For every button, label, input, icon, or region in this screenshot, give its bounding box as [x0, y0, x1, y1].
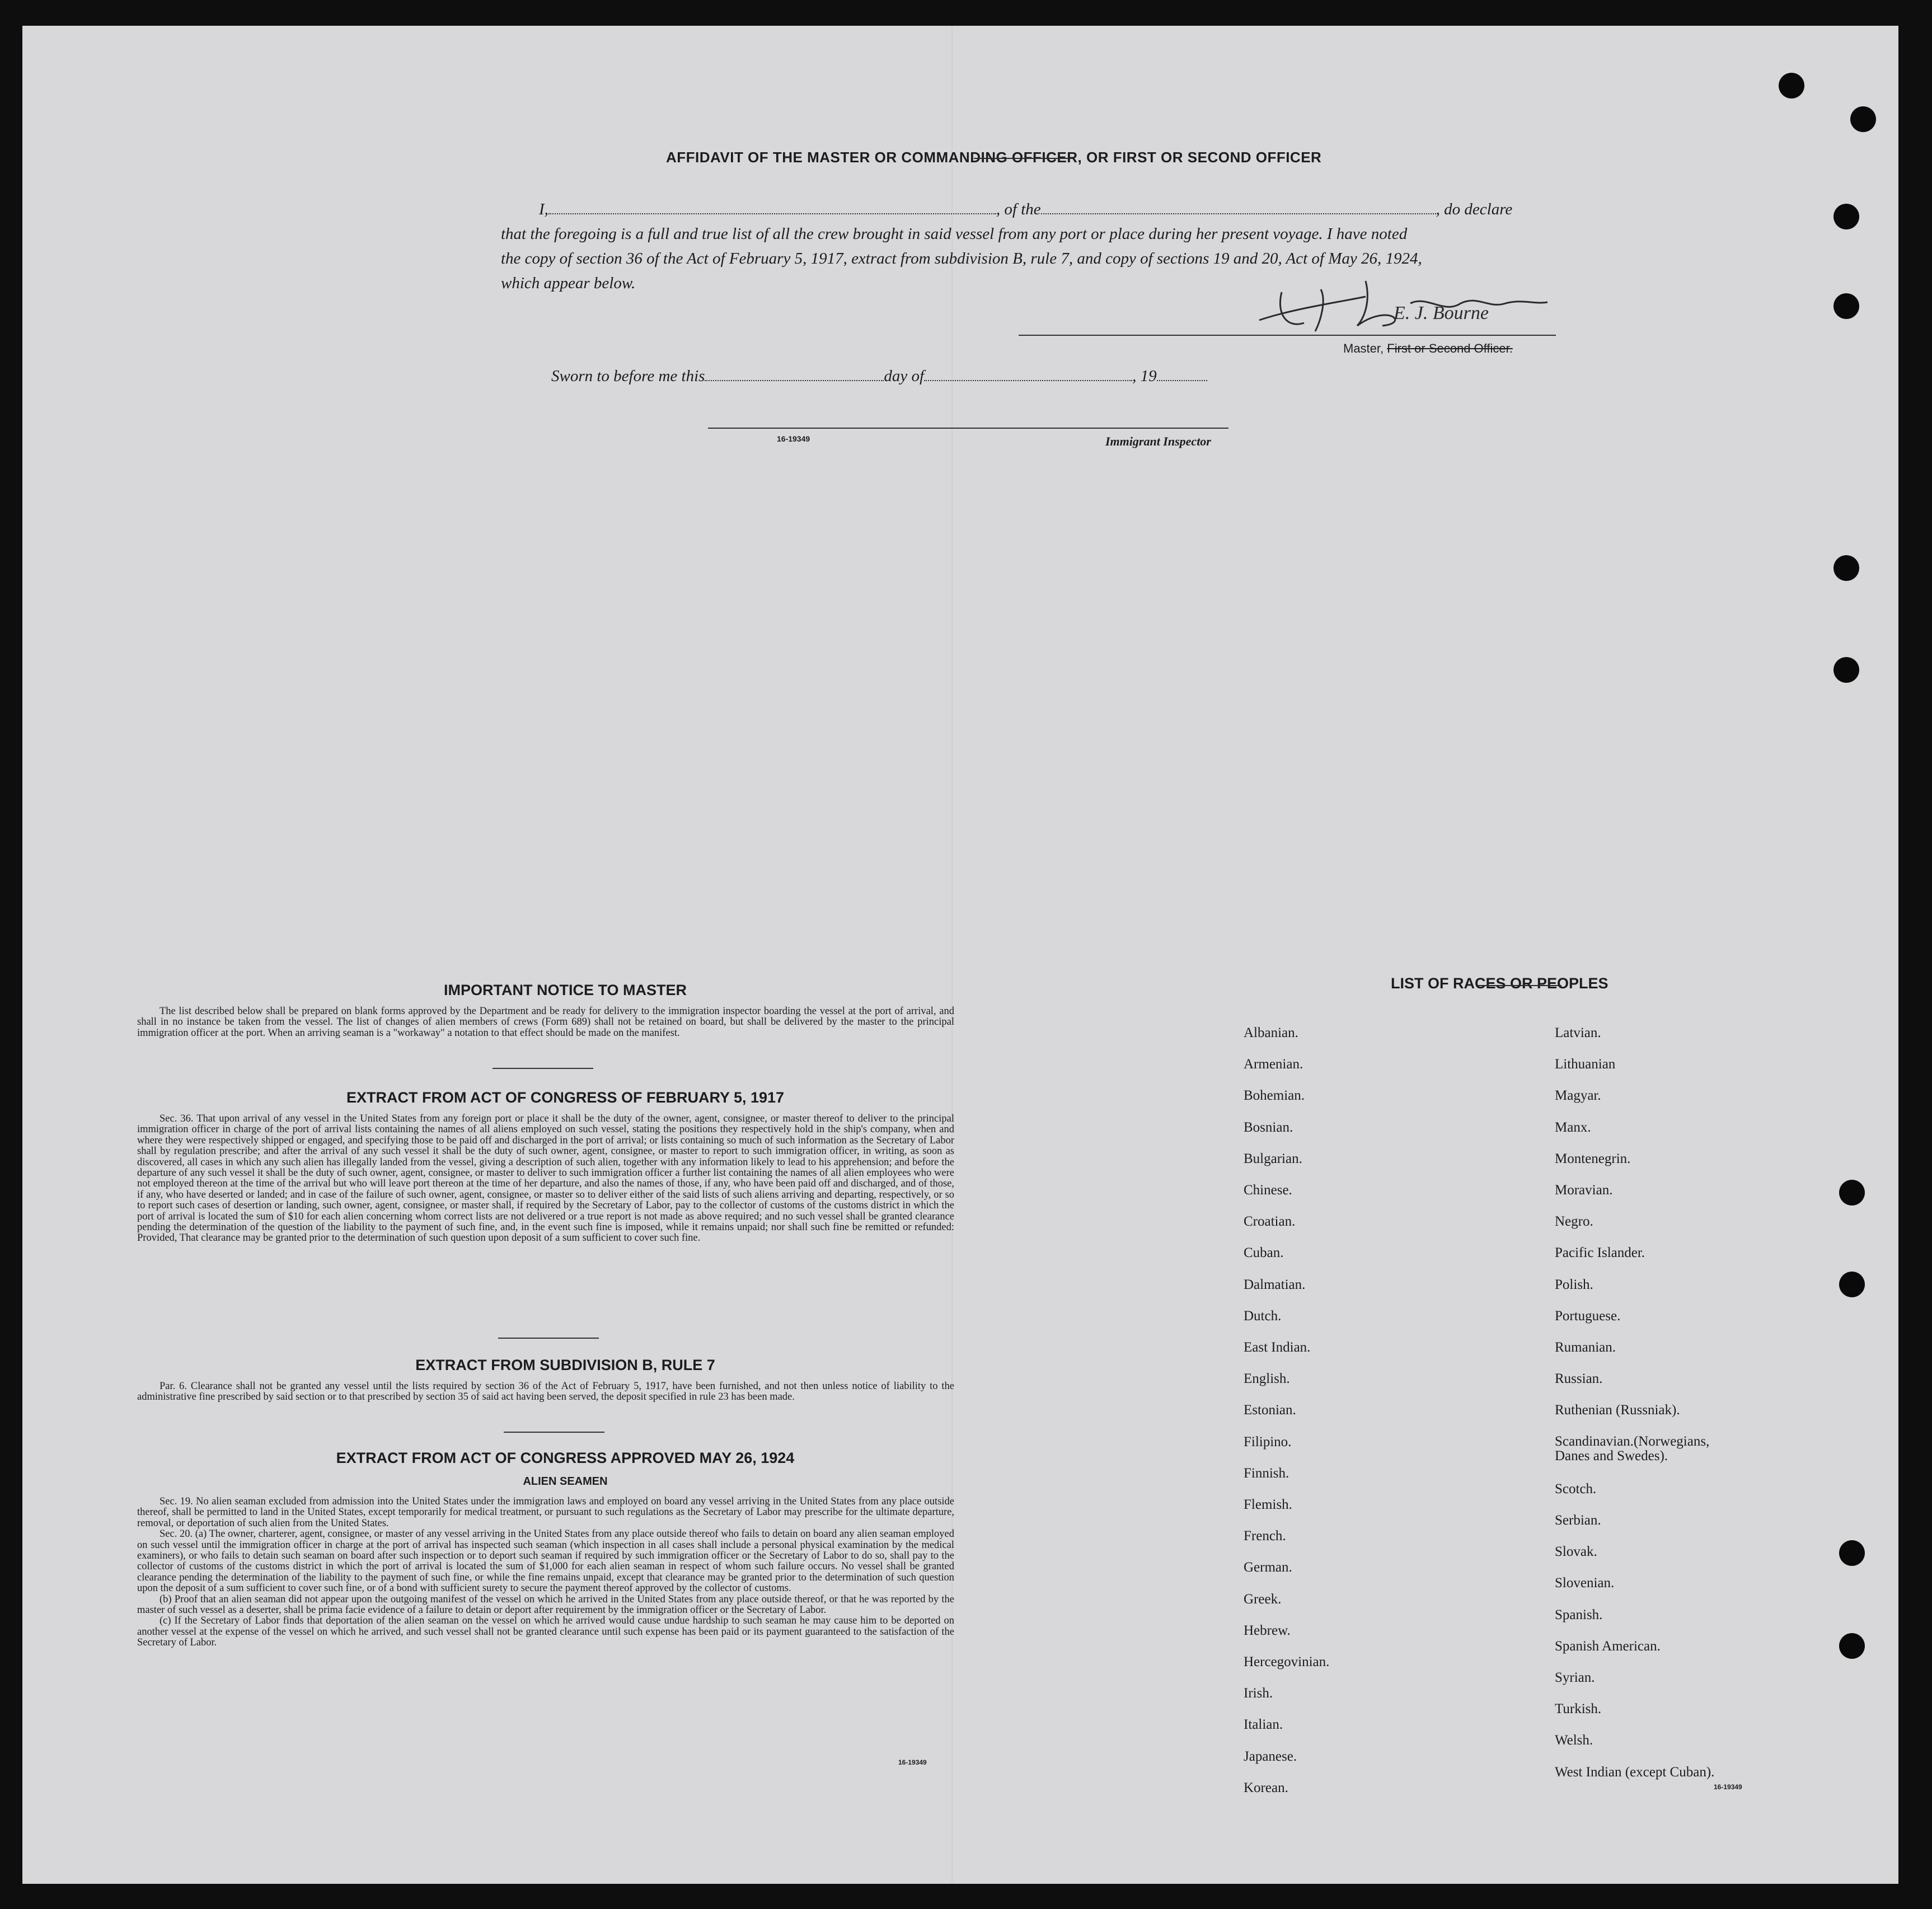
race-right-item: Polish.: [1555, 1277, 1593, 1292]
notice-text: The list described below shall be prepared on blank forms approved by the Department and be ready for delivery to the immigration inspector boarding the vessel at the port of arrival, and shall in no instance be taken from the vessel. The list of changes of alien members of crews (Form 689) shall not be retained on board, but shall be delivered by the master to the principal immigration officer at the port. When an arriving seaman is a "workaway" a notation to that effect should be made on the manifest.: [137, 1006, 954, 1039]
separator-2: [498, 1338, 599, 1339]
punch-hole: [1839, 1540, 1865, 1566]
race-right-item: Serbian.: [1555, 1513, 1601, 1528]
race-left-item: Armenian.: [1244, 1057, 1303, 1072]
punch-hole: [1833, 657, 1859, 683]
punch-hole: [1833, 204, 1859, 229]
sworn-line: [551, 367, 1207, 386]
signature-text: E. J. Bourne: [1394, 303, 1489, 323]
race-right-item: Lithuanian: [1555, 1057, 1616, 1072]
race-left-item: Estonian.: [1244, 1403, 1296, 1418]
race-left-item: French.: [1244, 1528, 1286, 1544]
extract-1924-text: [137, 1497, 954, 1649]
declare-label: , do declare: [1436, 200, 1513, 218]
i-label: I,: [539, 200, 548, 218]
notice-title: IMPORTANT NOTICE TO MASTER: [444, 982, 687, 998]
race-left-item: East Indian.: [1244, 1340, 1311, 1355]
race-right-item: Manx.: [1555, 1119, 1591, 1135]
races-title: LIST OF RACES OR PEOPLES: [1391, 975, 1609, 992]
race-left-item: German.: [1244, 1560, 1292, 1575]
race-right-item: Welsh.: [1555, 1733, 1593, 1748]
punch-hole: [1833, 293, 1859, 319]
race-left-item: Flemish.: [1244, 1497, 1292, 1512]
sec-20a-text: Sec. 20. (a) The owner, charterer, agent, consignee, or master of any vessel arriving in the United States from any place outside thereof who fails to detain on board any alien seaman employed on such vessel until the immigration officer in charge at the port of arrival has inspected such seaman (which inspection in all cases shall include a personal physical examination by the medical examiners), or who fails to detain such seaman on board after such inspection or to deport such seaman if required by such immigration officer or the Secretary of Labor to do so, shall pay to the collector of customs of the customs district in which the port of arrival is located the sum of $1,000 for each alien seaman in respect of whom such failure occurs. No vessel shall be granted clearance pending the determination of the liability to the payment of such fine, or while the fine remains unpaid, except that clearance may be granted prior to the determination of such question upon the deposit of a sum sufficient to cover such fine, or of a bond with sufficient surety to secure the payment thereof approved by the collector of customs.: [137, 1528, 954, 1594]
race-right-item: Moravian.: [1555, 1183, 1613, 1198]
inspector-label: Immigrant Inspector: [1105, 434, 1211, 448]
of-the-label: , of the: [996, 200, 1041, 218]
punch-hole: [1850, 106, 1876, 132]
race-left-item: Irish.: [1244, 1686, 1273, 1701]
race-left-item: Korean.: [1244, 1780, 1288, 1795]
sworn-label: Sworn to before me this: [551, 367, 705, 385]
race-left-item: Albanian.: [1244, 1025, 1298, 1040]
races-form-code: 16-19349: [1714, 1783, 1742, 1791]
race-left-item: Finnish.: [1244, 1465, 1289, 1481]
sec-20c-text: (c) If the Secretary of Labor finds that deportation of the alien seaman on the vessel on which he arrived would cause undue hardship to such seaman he may cause him to be deported on another vessel at the expense of the vessel on which he arrived, and such vessel shall not be granted clearance until such expense has been paid or its payment guaranteed to the satisfaction of the Secretary of Labor.: [137, 1615, 954, 1649]
extract-rule7-title: EXTRACT FROM SUBDIVISION B, RULE 7: [415, 1357, 715, 1373]
document-page: [22, 26, 1898, 1884]
race-right-item: Negro.: [1555, 1214, 1593, 1230]
race-left-item: Dutch.: [1244, 1308, 1282, 1324]
race-left-item: Bohemian.: [1244, 1088, 1305, 1104]
race-left-item: Chinese.: [1244, 1183, 1292, 1198]
extract-form-code: 16-19349: [898, 1758, 927, 1766]
race-right-item: Pacific Islander.: [1555, 1245, 1645, 1261]
race-right-item: Magyar.: [1555, 1088, 1601, 1104]
extract-1924-title: EXTRACT FROM ACT OF CONGRESS APPROVED MAY 26, 1924: [336, 1450, 795, 1466]
race-right-item: Slovenian.: [1555, 1575, 1615, 1591]
year-label: , 19: [1132, 367, 1157, 385]
race-left-item: English.: [1244, 1371, 1290, 1387]
punch-hole: [1839, 1272, 1865, 1297]
sworn-day-blank[interactable]: [705, 369, 884, 381]
punch-hole: [1833, 555, 1859, 581]
race-right-item: Spanish American.: [1555, 1638, 1661, 1654]
sec-20b-text: (b) Proof that an alien seaman did not appear upon the outgoing manifest of the vessel on which he arrived in the United States from any place outside thereof, or that he was reported by the master of such vessel as a deserter, shall be prima facie evidence of a failure to detain or deport after requirement by the immigration officer or the Secretary of Labor.: [137, 1593, 954, 1616]
name-blank[interactable]: [548, 202, 996, 214]
affidavit-form-code: 16-19349: [777, 434, 810, 443]
separator-1: [493, 1068, 593, 1069]
races-underline: [1478, 985, 1561, 986]
sworn-month-blank[interactable]: [924, 369, 1132, 381]
race-left-item: Bosnian.: [1244, 1119, 1293, 1135]
vessel-blank[interactable]: [1041, 202, 1436, 214]
sworn-year-blank[interactable]: [1157, 369, 1207, 381]
punch-hole: [1839, 1180, 1865, 1206]
inspector-line: [708, 428, 1228, 429]
race-left-item: Hercegovinian.: [1244, 1654, 1330, 1669]
day-of-label: day of: [884, 367, 925, 385]
race-right-item: Rumanian.: [1555, 1340, 1616, 1355]
race-right-item: Montenegrin.: [1555, 1151, 1631, 1166]
struck-officer-label: First or Second Officer.: [1387, 341, 1513, 355]
race-right-item: Portuguese.: [1555, 1308, 1621, 1324]
race-left-item: Italian.: [1244, 1717, 1283, 1733]
affidavit-line-2: that the foregoing is a full and true list of all the crew brought in said vessel from any port or place during her present voyage. I have noted: [501, 225, 1408, 243]
extract-1917-text: Sec. 36. That upon arrival of any vessel in the United States from any foreign port or place it shall be the duty of the owner, agent, consignee, or master thereof to deliver to the principal immigration officer in charge of the port of arrival lists containing the names of all aliens employed on such vessel, stating the positions they respectively hold in the ship's company, when and where they were respectively shipped or engaged, and specifying those to be paid off and discharged in the port of arrival; or lists containing so much of such information as the Secretary of Labor shall by regulation prescribe; and after the arrival of any such vessel it shall be the duty of such owner, agent, consignee, or master to report to such immigration officer, in writing, as soon as discovered, all cases in which any such alien has illegally landed from the vessel, giving a description of such alien, together with any information likely to lead to his apprehension; and before the departure of any such vessel it shall be the duty of such owner, agent, consignee, or master to deliver to such immigration officer a further list containing the names of all alien employees who were not employed thereon at the time of the arrival but who will leave port thereon at the time of her departure, and also the names of those, if any, who have been paid off and discharged, and of those, if any, who have deserted or landed; and in case of the failure of such owner, agent, consignee, or master so to deliver either of the said lists of such aliens arriving and departing, respectively, or so to report such cases of desertion or landing, such owner, agent, consignee, or master shall, if required by the Secretary of Labor, pay to the collector of customs of the customs district in which the port of arrival is located the sum of $10 for each alien concerning whom correct lists are not delivered or a true report is not made as above required; and no such vessel shall be granted clearance pending the determination of the question of the liability to the payment of such fine, and, in the event such fine is imposed, while it remains unpaid; nor shall such fine be remitted or refunded: Provided, That clearance may be granted prior to the determination of such question upon deposit of a sum sufficient to cover such fine.: [137, 1113, 954, 1244]
title-underline: [974, 158, 1072, 159]
race-right-item: Turkish.: [1555, 1701, 1602, 1717]
alien-seamen-subtitle: ALIEN SEAMEN: [523, 1475, 608, 1488]
affidavit-line-4: which appear below.: [501, 274, 636, 292]
race-left-item: Bulgarian.: [1244, 1151, 1302, 1166]
separator-3: [504, 1432, 604, 1433]
race-right-item: Scotch.: [1555, 1481, 1597, 1497]
race-left-item: Cuban.: [1244, 1245, 1284, 1261]
affidavit-line-3: the copy of section 36 of the Act of February 5, 1917, extract from subdivision B, rule 7, and copy of sections 19 and 20, Act of May 26, 1924,: [501, 250, 1422, 268]
race-right-item: Latvian.: [1555, 1025, 1601, 1040]
master-label: Master,: [1343, 341, 1384, 355]
extract-1917-title: EXTRACT FROM ACT OF CONGRESS OF FEBRUARY 5, 1917: [346, 1089, 785, 1106]
affidavit-line-1: [501, 197, 1542, 222]
extract-rule7-text: Par. 6. Clearance shall not be granted any vessel until the lists required by section 36 of the Act of February 5, 1917, have been furnished, and not then unless notice of liability to the administrative fine prescribed by said section or to that prescribed by section 35 of said act having been served, the deposit specified in rule 23 has been made.: [137, 1381, 954, 1403]
race-right-item: Syrian.: [1555, 1670, 1595, 1685]
affidavit-title: AFFIDAVIT OF THE MASTER OR COMMANDING OFFICER, OR FIRST OR SECOND OFFICER: [666, 149, 1322, 166]
signature-title: [1343, 341, 1513, 356]
race-left-item: Croatian.: [1244, 1214, 1296, 1230]
race-right-item: Slovak.: [1555, 1544, 1597, 1560]
race-right-item: Spanish.: [1555, 1607, 1603, 1622]
race-left-item: Japanese.: [1244, 1748, 1297, 1764]
race-right-item: West Indian (except Cuban).: [1555, 1764, 1715, 1780]
race-left-item: Dalmatian.: [1244, 1277, 1306, 1292]
punch-hole: [1839, 1633, 1865, 1659]
race-left-item: Hebrew.: [1244, 1622, 1291, 1638]
race-left-item: Greek.: [1244, 1591, 1282, 1607]
race-right-item: Ruthenian (Russniak).: [1555, 1403, 1680, 1418]
race-right-item: Russian.: [1555, 1371, 1603, 1387]
race-left-item: Filipino.: [1244, 1434, 1292, 1450]
punch-hole: [1779, 73, 1804, 99]
race-right-item: Scandinavian.(Norwegians, Danes and Swedes).: [1555, 1433, 1710, 1464]
sec-19-text: Sec. 19. No alien seaman excluded from admission into the United States under the immigration laws and employed on board any vessel arriving in the United States from any place outside thereof, shall be permitted to land in the United States, except temporarily for medical treatment, or pursuant to such regulations as the Secretary of Labor may prescribe for the ultimate departure, removal, or deportation of such alien from the United States.: [137, 1496, 954, 1529]
signature-line: [1019, 335, 1556, 336]
signature: [1242, 270, 1556, 343]
